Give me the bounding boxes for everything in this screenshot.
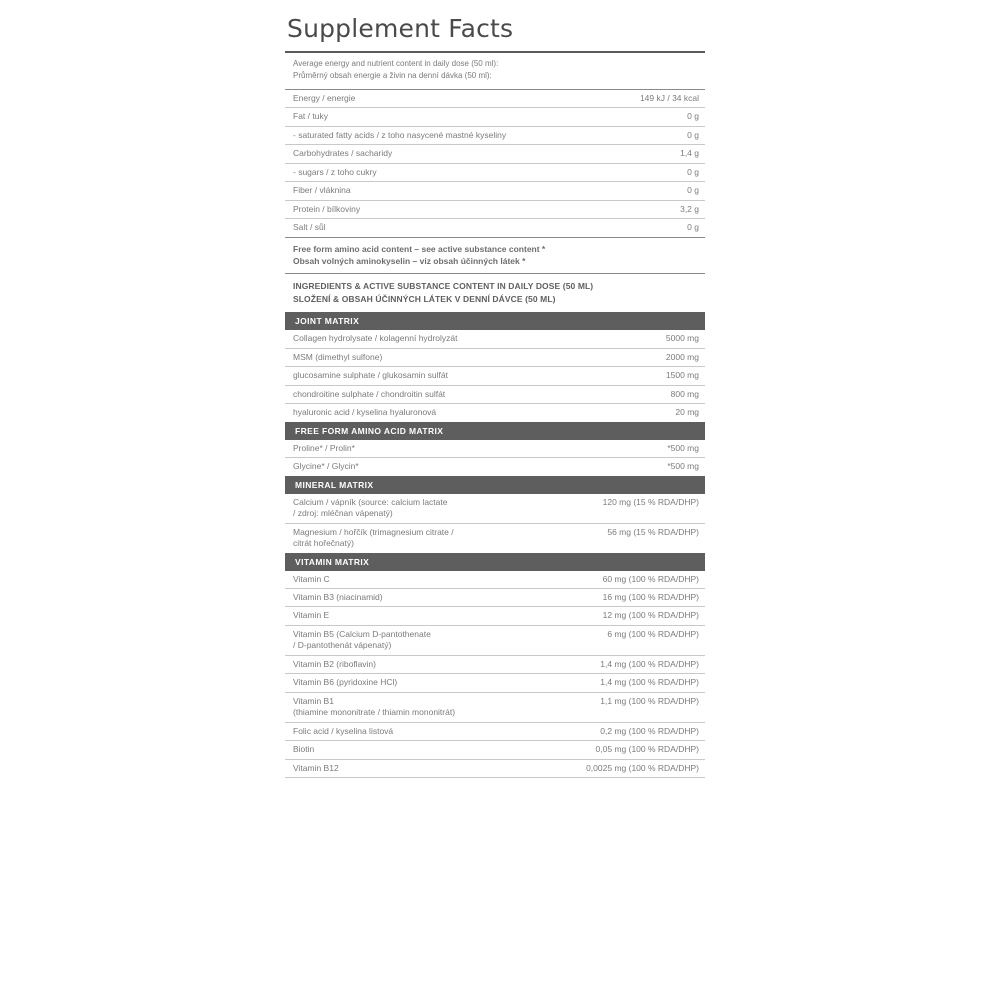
table-row bbox=[285, 108, 705, 125]
row-value: 149 kJ / 34 kcal bbox=[639, 92, 699, 103]
table-row bbox=[285, 127, 705, 144]
row-label: Fat / tuky bbox=[293, 111, 328, 122]
row-label: Fiber / vláknina bbox=[293, 185, 351, 196]
row-value: 0 g bbox=[687, 222, 699, 233]
row-label bbox=[293, 696, 600, 719]
table-row bbox=[285, 693, 705, 722]
row-label-line: citrát hořečnatý) bbox=[293, 538, 354, 549]
table-row bbox=[285, 656, 705, 673]
row-label: Salt / sůl bbox=[293, 222, 326, 233]
table-row bbox=[285, 589, 705, 606]
free-form-note-cs: Obsah volných aminokyselin – viz obsah účinných látek * bbox=[293, 256, 526, 267]
row-label bbox=[293, 629, 607, 652]
table-row bbox=[285, 182, 705, 199]
row-value: 60 mg (100 % RDA/DHP) bbox=[602, 573, 699, 584]
row-label-line: Magnesium / hořčík (trimagnesium citrate / bbox=[293, 526, 454, 537]
row-value: 0 g bbox=[687, 166, 699, 177]
table-row bbox=[285, 201, 705, 218]
row-label: Vitamin B12 bbox=[293, 762, 339, 773]
row-value: 12 mg (100 % RDA/DHP) bbox=[602, 610, 699, 621]
row-label: Vitamin C bbox=[293, 573, 330, 584]
row-label: Vitamin B2 (riboflavin) bbox=[293, 658, 376, 669]
table-row bbox=[285, 458, 705, 475]
row-label: hyaluronic acid / kyselina hyaluronová bbox=[293, 407, 437, 418]
row-value: 3,2 g bbox=[680, 203, 699, 214]
nutrition-table bbox=[285, 90, 705, 237]
divider-bottom bbox=[285, 777, 705, 778]
section-bar-joint-matrix: JOINT MATRIX bbox=[285, 312, 705, 330]
free-form-note-en: Free form amino acid content – see active substance content * bbox=[293, 243, 546, 254]
table-row bbox=[285, 674, 705, 691]
row-value: 0,2 mg (100 % RDA/DHP) bbox=[600, 725, 699, 736]
row-value: 20 mg bbox=[675, 407, 699, 418]
row-value: 0 g bbox=[687, 129, 699, 140]
section-bar-mineral-matrix: MINERAL MATRIX bbox=[285, 476, 705, 494]
row-label bbox=[293, 497, 603, 520]
row-label: - sugars / z toho cukry bbox=[293, 166, 377, 177]
row-label-line: (thiamine mononitrate / thiamin mononitrát) bbox=[293, 707, 456, 718]
table-row bbox=[285, 219, 705, 236]
row-label: Carbohydrates / sacharidy bbox=[293, 148, 393, 159]
row-label-line: Vitamin B1 bbox=[293, 695, 334, 706]
row-value: 6 mg (100 % RDA/DHP) bbox=[607, 628, 699, 639]
row-value: 1,4 mg (100 % RDA/DHP) bbox=[600, 658, 699, 669]
row-label: Vitamin B6 (pyridoxine HCl) bbox=[293, 677, 398, 688]
row-value: 56 mg (15 % RDA/DHP) bbox=[607, 526, 699, 537]
row-value: 1,1 mg (100 % RDA/DHP) bbox=[600, 695, 699, 706]
row-label: Folic acid / kyselina listová bbox=[293, 725, 394, 736]
table-row bbox=[285, 145, 705, 162]
row-label-line: Calcium / vápník (source: calcium lactate bbox=[293, 496, 448, 507]
header-note-en: Average energy and nutrient content in daily dose (50 ml): bbox=[293, 59, 499, 68]
row-value: 0,0025 mg (100 % RDA/DHP) bbox=[586, 762, 699, 773]
row-label: Protein / bílkoviny bbox=[293, 203, 361, 214]
section-free-form-amino-acid-matrix bbox=[285, 440, 705, 476]
row-label: chondroitine sulphate / chondroitin sulfát bbox=[293, 388, 446, 399]
row-label: Collagen hydrolysate / kolagenní hydrolyzát bbox=[293, 333, 458, 344]
table-row bbox=[285, 90, 705, 107]
free-form-note bbox=[285, 238, 705, 274]
row-label: Vitamin B3 (niacinamid) bbox=[293, 592, 383, 602]
row-label-line: / zdroj: mléčnan vápenatý) bbox=[293, 508, 393, 519]
table-row bbox=[285, 367, 705, 384]
header-note-cs: Průměrný obsah energie a živin na denní dávka (50 ml): bbox=[293, 71, 492, 81]
supplement-facts-panel bbox=[285, 14, 705, 778]
row-value: *500 mg bbox=[667, 442, 699, 453]
ingredients-heading-cs: SLOŽENÍ & OBSAH ÚČINNÝCH LÁTEK V DENNÍ DÁVCE (50 ML) bbox=[293, 294, 556, 305]
row-value: *500 mg bbox=[667, 461, 699, 472]
table-row bbox=[285, 760, 705, 777]
row-value: 1,4 mg (100 % RDA/DHP) bbox=[600, 677, 699, 688]
row-label: MSM (dimethyl sulfone) bbox=[293, 351, 383, 362]
ingredients-heading bbox=[285, 274, 705, 312]
table-row bbox=[285, 330, 705, 347]
table-row bbox=[285, 524, 705, 553]
row-value: 1,4 g bbox=[680, 148, 699, 159]
row-value: 5000 mg bbox=[665, 333, 699, 344]
row-value: 800 mg bbox=[670, 388, 699, 399]
header-note bbox=[285, 53, 705, 89]
table-row bbox=[285, 404, 705, 421]
row-value: 1500 mg bbox=[665, 370, 699, 381]
table-row bbox=[285, 626, 705, 655]
table-row bbox=[285, 440, 705, 457]
row-label: glucosamine sulphate / glukosamin sulfát bbox=[293, 370, 448, 381]
row-value: 0,05 mg (100 % RDA/DHP) bbox=[595, 744, 699, 755]
row-label-line: / D-pantothenát vápenatý) bbox=[293, 640, 392, 651]
section-bar-free-form-amino-acid-matrix: FREE FORM AMINO ACID MATRIX bbox=[285, 422, 705, 440]
row-value: 120 mg (15 % RDA/DHP) bbox=[602, 496, 699, 507]
row-value: 0 g bbox=[687, 185, 699, 196]
row-value: 0 g bbox=[687, 111, 699, 122]
table-row bbox=[285, 571, 705, 588]
row-label-line: Vitamin B5 (Calcium D-pantothenate bbox=[293, 628, 431, 639]
row-label: Proline* / Prolin* bbox=[293, 442, 355, 453]
section-bar-vitamin-matrix: VITAMIN MATRIX bbox=[285, 553, 705, 571]
page-title: Supplement Facts bbox=[287, 14, 514, 43]
ingredients-heading-en: INGREDIENTS & ACTIVE SUBSTANCE CONTENT IN DAILY DOSE (50 ML) bbox=[293, 281, 594, 292]
row-label: Biotin bbox=[293, 744, 315, 755]
row-value: 16 mg (100 % RDA/DHP) bbox=[602, 592, 699, 602]
row-label: Vitamin E bbox=[293, 610, 330, 621]
table-row bbox=[285, 386, 705, 403]
section-mineral-matrix bbox=[285, 494, 705, 553]
table-row bbox=[285, 349, 705, 366]
table-row bbox=[285, 164, 705, 181]
table-row bbox=[285, 607, 705, 624]
section-joint-matrix bbox=[285, 330, 705, 421]
row-label: - saturated fatty acids / z toho nasycené mastné kyseliny bbox=[293, 129, 507, 140]
table-row bbox=[285, 723, 705, 740]
row-label: Energy / energie bbox=[293, 92, 356, 103]
row-label: Glycine* / Glycin* bbox=[293, 461, 359, 472]
row-label bbox=[293, 527, 607, 550]
table-row bbox=[285, 494, 705, 523]
section-vitamin-matrix bbox=[285, 571, 705, 779]
row-value: 2000 mg bbox=[665, 351, 699, 362]
table-row bbox=[285, 741, 705, 758]
